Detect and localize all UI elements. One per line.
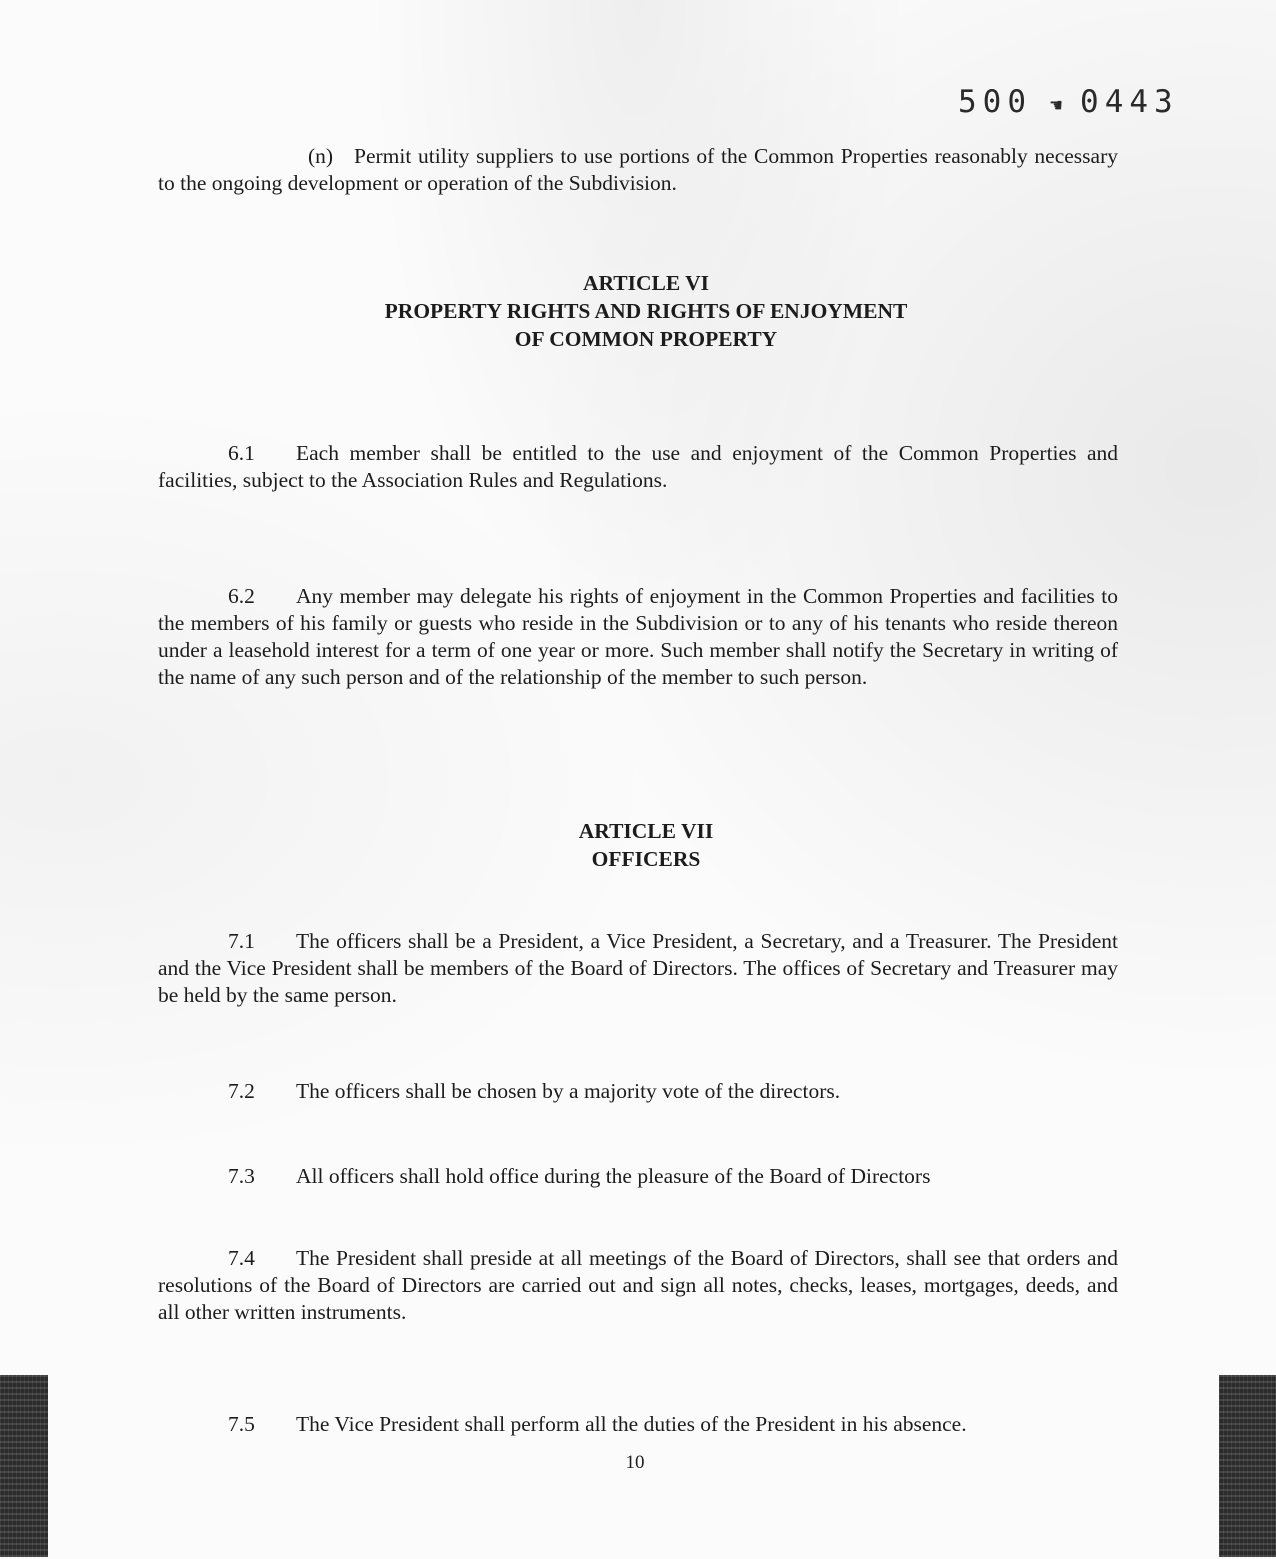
section-6-1 [158, 440, 1118, 494]
section-6-2 [158, 583, 1118, 691]
article-vi-title: ARTICLE VI [582, 271, 710, 295]
article-vi-heading [158, 269, 1134, 353]
paragraph-n [158, 143, 1118, 197]
paragraph-n-text: Permit utility suppliers to use portions of the Common Properties reasonably necessary to the ongoing development or operation of the Subdivision. [158, 144, 1118, 195]
section-7-5-text: The Vice President shall perform all the duties of the President in his absence. [296, 1412, 967, 1436]
stamp-mark: ☚ [1050, 93, 1063, 117]
section-7-5 [158, 1411, 1118, 1438]
section-7-3-text: All officers shall hold office during the pleasure of the Board of Directors [296, 1164, 931, 1188]
article-vii-title: ARTICLE VII [578, 819, 714, 843]
section-7-2 [158, 1078, 1118, 1105]
article-vi-subtitle-line2: OF COMMON PROPERTY [514, 327, 778, 351]
section-7-3 [158, 1163, 1118, 1190]
section-7-2-text: The officers shall be chosen by a majority vote of the directors. [296, 1079, 841, 1103]
article-vii-heading [158, 817, 1134, 873]
page-number: 10 [625, 1452, 645, 1473]
section-6-1-number: 6.1 [228, 441, 255, 465]
recording-stamp [958, 84, 1179, 120]
stamp-page: 0443 [1080, 84, 1179, 120]
scan-edge-right [1219, 1375, 1276, 1557]
section-7-1-text: The officers shall be a President, a Vice President, a Secretary, and a Treasurer. The President and the Vice President shall be members of the Board of Directors. The offices of Secretary and Treasurer may be held by the same person. [158, 929, 1118, 1007]
section-7-4-number: 7.4 [228, 1246, 255, 1270]
section-7-5-number: 7.5 [228, 1412, 255, 1436]
section-7-3-number: 7.3 [228, 1164, 255, 1188]
paragraph-n-label: (n) [308, 144, 334, 168]
section-6-1-text: Each member shall be entitled to the use and enjoyment of the Common Properties and facilities, subject to the Association Rules and Regulations. [158, 441, 1118, 492]
section-7-1-number: 7.1 [228, 929, 255, 953]
stamp-book: 500 [958, 84, 1032, 120]
article-vii-subtitle: OFFICERS [591, 847, 701, 871]
article-vi-subtitle-line1: PROPERTY RIGHTS AND RIGHTS OF ENJOYMENT [384, 299, 908, 323]
section-6-2-text: Any member may delegate his rights of enjoyment in the Common Properties and facilities to the members of his family or guests who reside in the Subdivision or to any of his tenants who reside thereon under a leasehold interest for a term of one year or more. Such member shall notify the Secretary in writing of the name of any such person and of the relationship of the member to such person. [158, 584, 1118, 689]
section-7-2-number: 7.2 [228, 1079, 255, 1103]
section-7-4-text: The President shall preside at all meetings of the Board of Directors, shall see that orders and resolutions of the Board of Directors are carried out and sign all notes, checks, leases, mortgages, deeds, and all other written instruments. [158, 1246, 1118, 1324]
scan-edge-left [0, 1375, 48, 1557]
section-7-4 [158, 1245, 1118, 1326]
section-7-1 [158, 928, 1118, 1009]
section-6-2-number: 6.2 [228, 584, 255, 608]
